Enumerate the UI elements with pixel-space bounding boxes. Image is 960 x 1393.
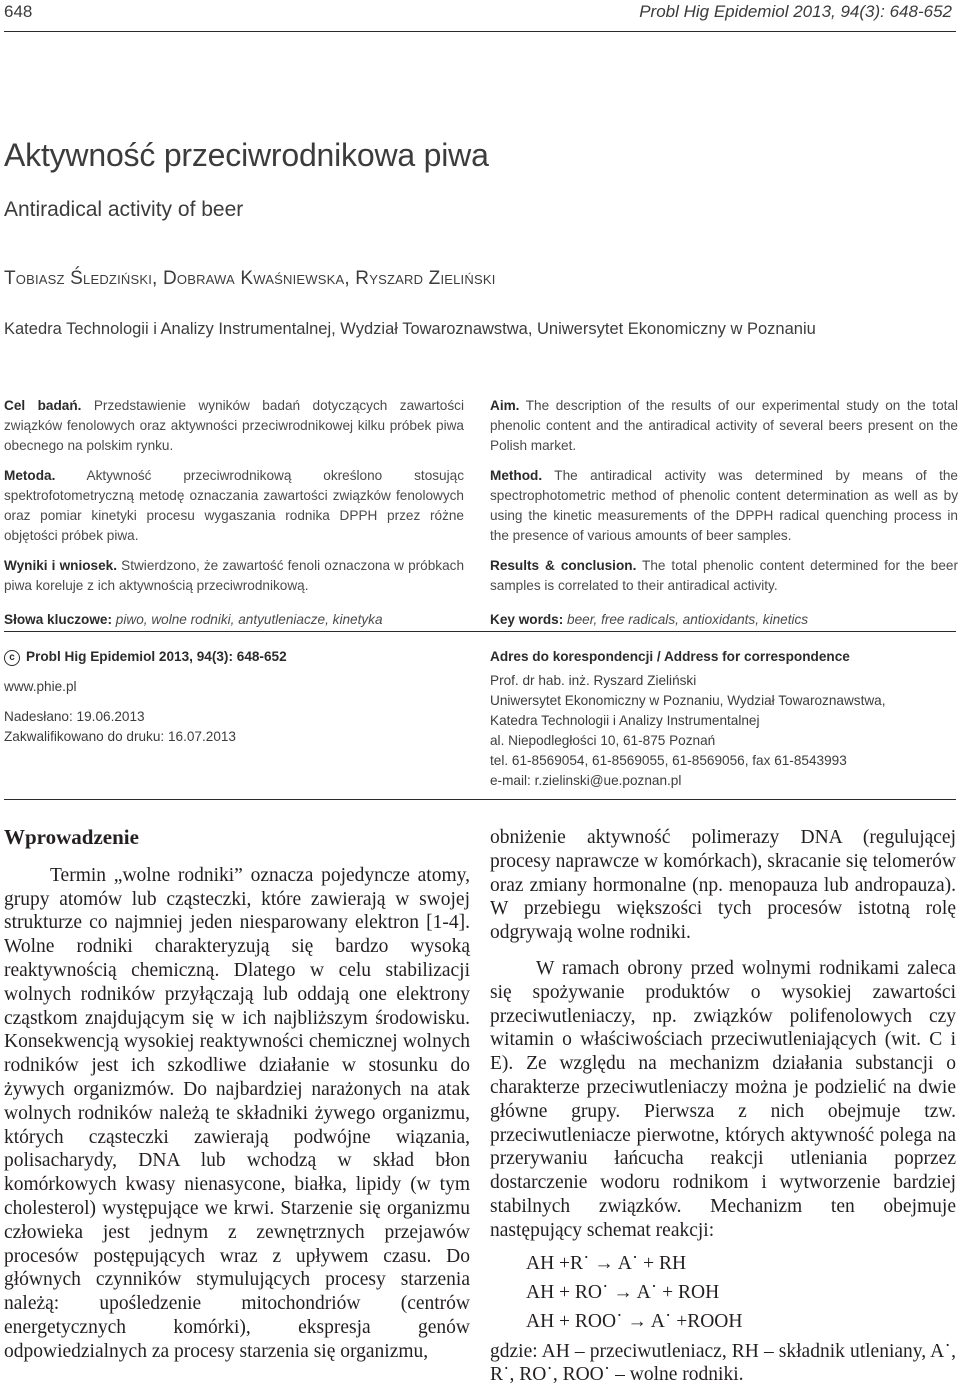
info-bottom-rule — [4, 799, 956, 800]
abstract-en-keywords-text: beer, free radicals, antioxidants, kinetics — [563, 612, 809, 627]
abstract-en-method-label: Method. — [490, 468, 543, 483]
abstract-en-aim-label: Aim. — [490, 398, 520, 413]
correspondent-name: Prof. dr hab. inż. Ryszard Zieliński — [490, 673, 697, 688]
section-heading-introduction: Wprowadzenie — [4, 825, 139, 849]
article-title: Aktywność przeciwrodnikowa piwa — [4, 137, 489, 173]
abstract-english — [490, 396, 958, 640]
abstract-pl-results-text: Stwierdzono, że zawartość fenoli oznaczona w próbkach piwa koreluje z ich aktywnością przeciwrodnikową. — [4, 558, 465, 593]
body-paragraph-3: W ramach obrony przed wolnymi rodnikami zaleca się spożywanie produktów o wysokiej zawartości przeciwutleniaczy, np. związków polifenolowych czy witamin o właściwościach przeciwutleniających (wit. C i E). Ze względu na mechanizm działania substancji o charakterze przeciwutleniaczy można je podzielić na dwie główne grupy. Pierwsza z nich obejmuje tzw. przeciwutleniacze pierwotne, których aktywność polega na przerywaniu łańcucha reakcji utleniania poprzez dostarczenie wodoru rodnikom i wytworzenie bardziej stabilnych związków. Mechanizm ten obejmuje następujący schemat reakcji: — [490, 957, 956, 1241]
accepted-date: Zakwalifikowano do druku: 16.07.2013 — [4, 729, 236, 744]
article-subtitle: Antiradical activity of beer — [4, 198, 244, 221]
abstract-en-results-text: The total phenolic content determined for the beer samples is correlated to their antiradical activity. — [490, 558, 958, 593]
correspondence-info — [490, 647, 950, 791]
abstract-pl-results-label: Wyniki i wniosek. — [4, 558, 118, 573]
abstract-pl-keywords-text: piwo, wolne rodniki, antyutleniacze, kinetyka — [112, 612, 383, 627]
body-paragraph-2: obniżenie aktywność polimerazy DNA (regulującej procesy naprawcze w komórkach), skracanie się telomerów oraz zmiany hormonalne (np. menopauza lub andropauza). W przebiegu większości tych procesów istotną rolę odgrywają wolne rodniki. — [490, 827, 956, 944]
abstract-polish — [4, 396, 464, 640]
abstract-en-results — [490, 556, 958, 596]
abstract-pl-method — [4, 466, 464, 546]
abstract-pl-keywords — [4, 610, 464, 630]
abstract-en-results-label: Results & conclusion. — [490, 558, 637, 573]
abstract-bottom-rule — [4, 631, 956, 632]
affiliation: Katedra Technologii i Analizy Instrumentalnej, Wydział Towaroznawstwa, Uniwersytet Ekonomiczny w Poznaniu — [4, 320, 816, 338]
abstract-pl-aim-label: Cel badań. — [4, 398, 82, 413]
address-line-2: Katedra Technologii i Analizy Instrumentalnej — [490, 713, 760, 728]
citation-line — [4, 647, 287, 667]
abstract-pl-results — [4, 556, 464, 596]
address-line-3: al. Niepodległości 10, 61-875 Poznań — [490, 733, 716, 748]
reaction-equation-2: AH + RO˙ → A˙ + ROH — [526, 1281, 720, 1303]
body-paragraph-4: gdzie: AH – przeciwutleniacz, RH – składnik utleniany, A˙, R˙, RO˙, ROO˙ – wolne rodniki. — [490, 1340, 956, 1386]
abstract-en-keywords — [490, 610, 958, 630]
body-paragraph-1: Termin „wolne rodniki” oznacza pojedyncze atomy, grupy atomów lub cząsteczki, które zawierają w swojej strukturze co najmniej jeden niesparowany elektron [1-4]. Wolne rodniki charakteryzują się bardzo wysoką reaktywnością chemiczną. Dlatego w celu stabilizacji wolnych rodników przyłączają lub oddają one elektrony cząstkom znajdującym się w ich najbliższym środowisku. Konsekwencją wysokiej reaktywności chemicznej wolnych rodników jest ich szkodliwe działanie w stosunku do żywych organizmów. Do najbardziej narażonych na atak wolnych rodników należą te składniki żywego organizmu, których cząsteczki zawierają podwójne wiązania, polisacharydy, DNA lub wchodzą w skład błon komórkowych kwasy nienasycone, białka, lipidy (w tym cholesterol) występujące we krwi. Starzenie się organizmu człowieka jest jednym z zewnętrznych przejawów procesów postępujących wraz z upływem czasu. Do głównych czynników stymulujących procesy starzenia należą: upośledzenie mitochondriów (centrów energetycznych komórki), ekspresja genów odpowiedzialnych za procesy starzenia się organizmu, — [4, 864, 470, 1362]
authors: Tobiasz Śledziński, Dobrawa Kwaśniewska, Ryszard Zieliński — [4, 268, 496, 289]
submitted-date: Nadesłano: 19.06.2013 — [4, 709, 145, 724]
abstract-pl-method-text: Aktywność przeciwrodnikową określono stosując spektrofotometryczną metodę oznaczania zawartości związków fenolowych oraz pomiar kinetyki procesu wygaszania rodnika DPPH przez różne objętości próbek piwa. — [4, 468, 464, 543]
abstract-en-aim — [490, 396, 958, 456]
abstract-en-method — [490, 466, 958, 546]
abstract-pl-aim — [4, 396, 464, 456]
body-right-column — [490, 826, 956, 1387]
publication-info — [4, 647, 287, 747]
reaction-equation-3: AH + ROO˙ → A˙ +ROOH — [526, 1310, 743, 1332]
abstract-en-keywords-label: Key words: — [490, 612, 564, 627]
abstract-en-method-text: The antiradical activity was determined by means of the spectrophotometric method of phenolic content determination as well as by using the kinetic measurements of the DPPH radical quenching process in the presence of various amounts of beer samples. — [490, 468, 958, 543]
abstract-en-aim-text: The description of the results of our experimental study on the total phenolic content and the antiradical activity of several beers present on the Polish market. — [490, 398, 958, 453]
address-line-1: Uniwersytet Ekonomiczny w Poznaniu, Wydział Towaroznawstwa, — [490, 693, 886, 708]
body-left-column — [4, 826, 470, 1364]
abstract-pl-keywords-label: Słowa kluczowe: — [4, 612, 113, 627]
copyright-icon: c — [4, 650, 20, 666]
phone-fax: tel. 61-8569054, 61-8569055, 61-8569056, fax 61-8543993 — [490, 753, 847, 768]
citation-text: Probl Hig Epidemiol 2013, 94(3): 648-652 — [26, 649, 287, 664]
header-rule — [4, 31, 956, 32]
reaction-equation-1: AH +R˙ → A˙ + RH — [526, 1252, 687, 1274]
page-number: 648 — [4, 2, 33, 21]
journal-reference: Probl Hig Epidemiol 2013, 94(3): 648-652 — [639, 2, 952, 21]
website-link[interactable]: www.phie.pl — [4, 679, 77, 694]
abstract-pl-method-label: Metoda. — [4, 468, 56, 483]
correspondence-heading: Adres do korespondencji / Address for correspondence — [490, 649, 850, 664]
email-link[interactable]: e-mail: r.zielinski@ue.poznan.pl — [490, 773, 682, 788]
abstract-pl-aim-text: Przedstawienie wyników badań dotyczących zawartości związków fenolowych oraz aktywności przeciwrodnikowej kilku próbek piwa obecnego na polskim rynku. — [4, 398, 464, 453]
